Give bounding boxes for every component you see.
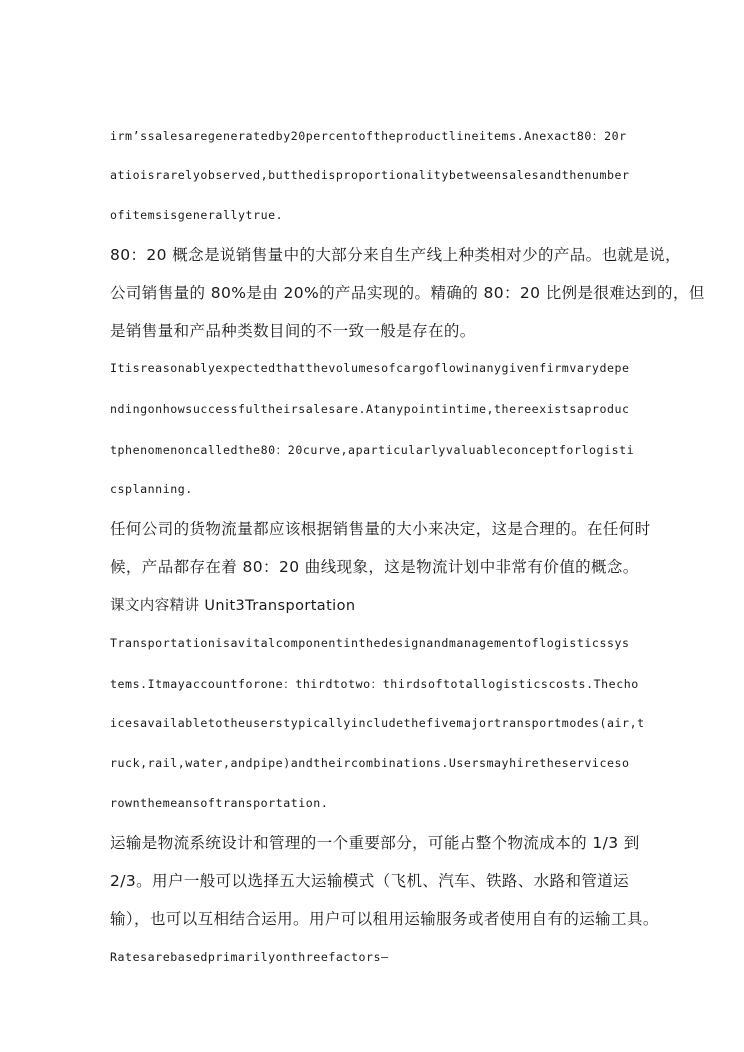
text-line: Ratesarebasedprimarilyonthreefactors— — [110, 950, 389, 964]
text-line: 是销售量和产品种类数目间的不一致一般是存在的。 — [110, 322, 476, 340]
text-line: 公司销售量的 80%是由 20%的产品实现的。精确的 80：20 比例是很难达到的，但 — [110, 284, 705, 302]
text-line: irm’ssalesaregeneratedby20percentoftheproductlineitems.Anexact80：20r — [110, 129, 627, 143]
text-line: 任何公司的货物流量都应该根据销售量的大小来决定，这是合理的。在任何时 — [110, 520, 651, 538]
text-line: csplanning. — [110, 482, 193, 496]
text-line: ruck,rail,water,andpipe)andtheircombinations.Usersmayhiretheserviceso — [110, 756, 630, 770]
section-heading: 课文内容精讲 Unit3Transportation — [110, 598, 356, 614]
text-line: tphenomenoncalledthe80：20curve,aparticularlyvaluableconceptforlogisti — [110, 443, 635, 457]
text-line: ofitemsisgenerallytrue. — [110, 208, 284, 222]
text-line: atioisrarelyobserved,butthedisproportionalitybetweensalesandthenumber — [110, 168, 630, 182]
text-line: rownthemeansoftransportation. — [110, 796, 329, 810]
text-line: tems.Itmayaccountforone：thirdtotwo：thirdsoftotallogisticscosts.Thecho — [110, 677, 639, 691]
text-line: 候，产品都存在着 80：20 曲线现象，这是物流计划中非常有价值的概念。 — [110, 558, 639, 576]
text-line: 80：20 概念是说销售量中的大部分来自生产线上种类相对少的产品。也就是说， — [110, 246, 682, 264]
text-line: 运输是物流系统设计和管理的一个重要部分，可能占整个物流成本的 1/3 到 — [110, 834, 640, 852]
text-line: Itisreasonablyexpectedthatthevolumesofcargoflowinanygivenfirmvarydepe — [110, 361, 630, 375]
text-line: Transportationisavitalcomponentinthedesignandmanagementoflogisticssys — [110, 636, 630, 650]
text-line: icesavailabletotheuserstypicallyincludethefivemajortransportmodes(air,t — [110, 716, 645, 730]
text-line: ndingonhowsuccessfultheirsalesare.Atanypointintime,thereexistsaproduc — [110, 402, 630, 416]
text-line: 输），也可以互相结合运用。用户可以租用运输服务或者使用自有的运输工具。 — [110, 910, 659, 928]
text-line: 2/3。用户一般可以选择五大运输模式（飞机、汽车、铁路、水路和管道运 — [110, 872, 630, 890]
